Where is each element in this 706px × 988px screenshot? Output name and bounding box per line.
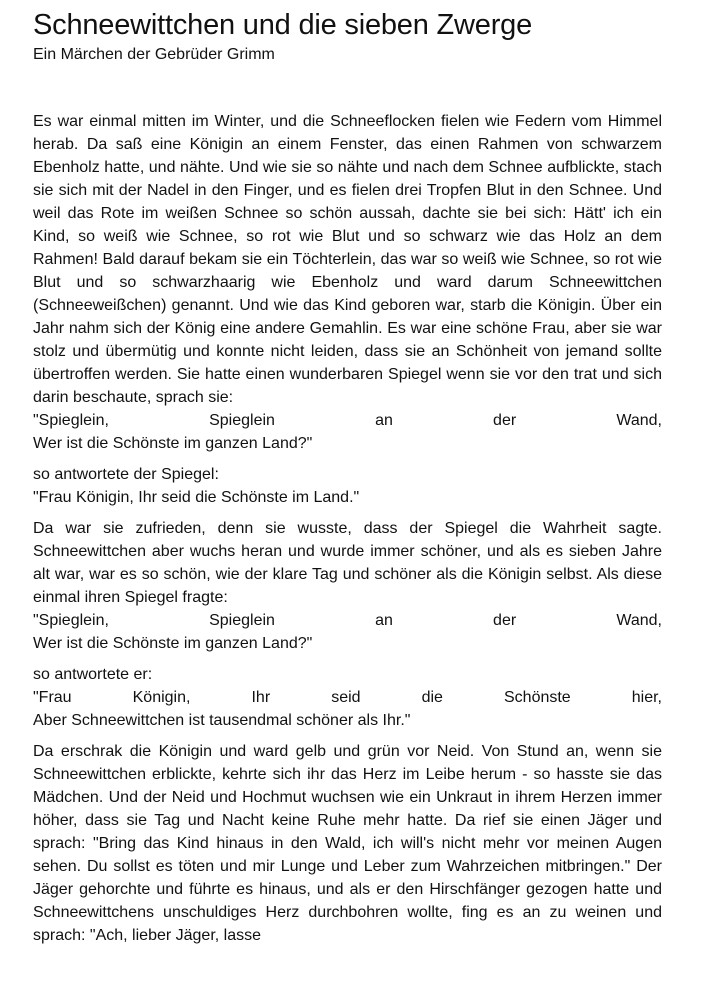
paragraph-text: Es war einmal mitten im Winter, und die Schneeflocken fielen wie Federn vom Himmel herab. Da saß eine Königin an einem Fenster, das einen Rahmen von schwarzem Ebenholz hatte, und nähte. Und wie sie so nähte und nach dem Schnee aufblickte, stach sie sich mit der Nadel in den Finger, und es fielen drei Tropfen Blut in den Schnee. Und weil das Rote im weißen Schnee so schön aussah, dachte sie bei sich: Hätt' ich ein Kind, so weiß wie Schnee, so rot wie Blut und so schwarz wie das Holz an dem Rahmen! Bald darauf bekam sie ein Töchterlein, das war so weiß wie Schnee, so rot wie Blut und so schwarzhaarig wie Ebenholz und ward darum Schneewittchen (Schneeweißchen) genannt. Und wie das Kind geboren war, starb die Königin. Über ein Jahr nahm sich der König eine andere Gemahlin. Es war eine schöne Frau, aber sie war stolz und übermütig und konnte nicht leiden, dass sie an Schönheit von jemand sollte übertroffen werden. Sie hatte einen wunderbaren Spiegel wenn sie vor den trat und sich darin beschaute, sprach sie: — [33, 113, 662, 406]
page-title: Schneewittchen und die sieben Zwerge — [33, 9, 533, 41]
verse-line: Aber Schneewittchen ist tausendmal schöner als Ihr." — [33, 712, 411, 729]
verse-line: "Spieglein, Spieglein an der Wand, — [33, 412, 662, 429]
paragraph-text: so antwortete der Spiegel: — [33, 466, 219, 483]
verse-line: Wer ist die Schönste im ganzen Land?" — [33, 435, 313, 452]
paragraph — [33, 517, 662, 655]
paragraph — [33, 740, 662, 947]
page-subtitle: Ein Märchen der Gebrüder Grimm — [33, 46, 275, 63]
story-body — [33, 110, 662, 947]
paragraph-text: Da war sie zufrieden, denn sie wusste, dass der Spiegel die Wahrheit sagte. Schneewittchen aber wuchs heran und wurde immer schöner, und als es sieben Jahre alt war, war es so schön, wie der klare Tag und schöner als die Königin selbst. Als diese einmal ihren Spiegel fragte: — [33, 520, 662, 606]
verse-line: "Spieglein, Spieglein an der Wand, — [33, 612, 662, 629]
paragraph — [33, 110, 662, 455]
paragraph — [33, 663, 662, 732]
verse-line: Wer ist die Schönste im ganzen Land?" — [33, 635, 313, 652]
verse-line: "Frau Königin, Ihr seid die Schönste hier, — [33, 689, 662, 706]
paragraph-text: so antwortete er: — [33, 666, 153, 683]
paragraph-text: Da erschrak die Königin und ward gelb und grün vor Neid. Von Stund an, wenn sie Schneewittchen erblickte, kehrte sich ihr das Herz im Leibe herum - so hasste sie das Mädchen. Und der Neid und Hochmut wuchsen wie ein Unkraut in ihrem Herzen immer höher, dass sie Tag und Nacht keine Ruhe mehr hatte. Da rief sie einen Jäger und sprach: "Bring das Kind hinaus in den Wald, ich will's nicht mehr vor meinen Augen sehen. Du sollst es töten und mir Lunge und Leber zum Wahrzeichen mitbringen." Der Jäger gehorchte und führte es hinaus, und als er den Hirschfänger gezogen hatte und Schneewittchens unschuldiges Herz durchbohren wollte, fing es an zu weinen und sprach: "Ach, lieber Jäger, lasse — [33, 743, 662, 944]
paragraph — [33, 463, 662, 509]
verse-line: "Frau Königin, Ihr seid die Schönste im Land." — [33, 489, 360, 506]
